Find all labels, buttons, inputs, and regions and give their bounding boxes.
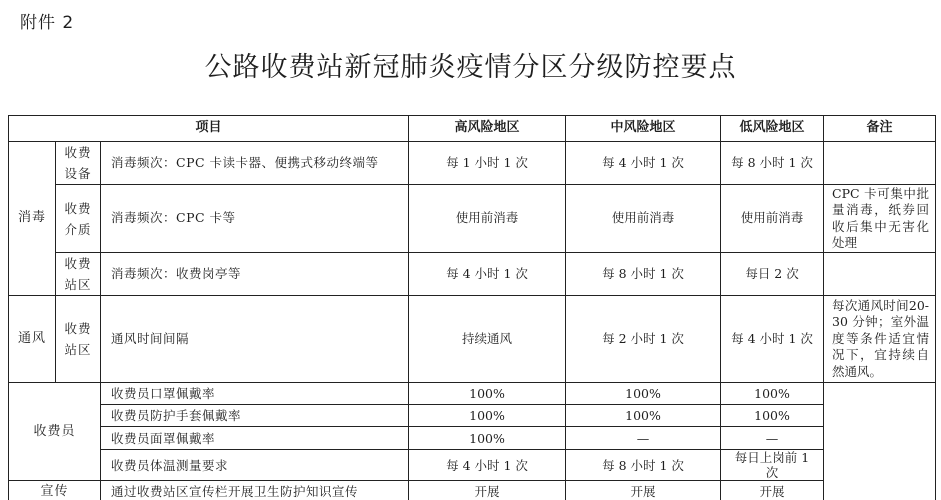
table-row <box>9 427 936 450</box>
low-risk-value: 使用前消毒 <box>721 185 824 253</box>
low-risk-value: 每 4 小时 1 次 <box>721 296 824 383</box>
table-header-row <box>9 116 936 142</box>
ventilation-item: 通风时间间隔 <box>101 296 409 383</box>
staff-category: 收费员 <box>9 383 101 481</box>
publicity-category: 宣传 <box>9 481 101 500</box>
staff-item: 收费员防护手套佩戴率 <box>101 405 409 427</box>
disinfection-item: 消毒频次：CPC 卡等 <box>101 185 409 253</box>
disinfection-sub-label: 收费站区 <box>56 253 101 296</box>
publicity-item: 通过收费站区宣传栏开展卫生防护知识宣传 <box>101 481 409 500</box>
remark-cell: CPC 卡可集中批量消毒，纸券回收后集中无害化处理 <box>824 185 936 253</box>
table-row <box>9 383 936 405</box>
ventilation-category: 通风 <box>9 296 56 383</box>
high-risk-value: 每 4 小时 1 次 <box>409 253 566 296</box>
low-risk-value: 100% <box>721 383 824 405</box>
prevention-table <box>8 115 936 500</box>
remark-cell-empty <box>824 383 936 500</box>
low-risk-value: — <box>721 427 824 450</box>
staff-item: 收费员面罩佩戴率 <box>101 427 409 450</box>
staff-item: 收费员体温测量要求 <box>101 450 409 481</box>
table-row <box>9 185 936 253</box>
high-risk-value: 100% <box>409 383 566 405</box>
header-medium-risk: 中风险地区 <box>566 116 721 142</box>
medium-risk-value: 开展 <box>566 481 721 500</box>
medium-risk-value: 每 2 小时 1 次 <box>566 296 721 383</box>
header-remark: 备注 <box>824 116 936 142</box>
disinfection-item: 消毒频次：CPC 卡读卡器、便携式移动终端等 <box>101 142 409 185</box>
table-row <box>9 405 936 427</box>
medium-risk-value: 100% <box>566 383 721 405</box>
medium-risk-value: 每 4 小时 1 次 <box>566 142 721 185</box>
high-risk-value: 每 4 小时 1 次 <box>409 450 566 481</box>
disinfection-sub-label: 收费设备 <box>56 142 101 185</box>
medium-risk-value: 每 8 小时 1 次 <box>566 450 721 481</box>
disinfection-item: 消毒频次：收费岗亭等 <box>101 253 409 296</box>
low-risk-value: 每日上岗前 1 次 <box>721 450 824 481</box>
low-risk-value: 每 8 小时 1 次 <box>721 142 824 185</box>
header-low-risk: 低风险地区 <box>721 116 824 142</box>
medium-risk-value: 使用前消毒 <box>566 185 721 253</box>
attachment-label: 附件 2 <box>20 13 75 33</box>
high-risk-value: 每 1 小时 1 次 <box>409 142 566 185</box>
disinfection-category: 消毒 <box>9 142 56 296</box>
remark-cell-empty <box>824 142 936 185</box>
table-row <box>9 296 936 383</box>
ventilation-sub-label: 收费站区 <box>56 296 101 383</box>
remark-cell-empty <box>824 253 936 296</box>
medium-risk-value: 100% <box>566 405 721 427</box>
high-risk-value: 100% <box>409 405 566 427</box>
high-risk-value: 持续通风 <box>409 296 566 383</box>
medium-risk-value: 每 8 小时 1 次 <box>566 253 721 296</box>
header-item: 项目 <box>9 116 409 142</box>
table-row <box>9 142 936 185</box>
table-row <box>9 253 936 296</box>
low-risk-value: 开展 <box>721 481 824 500</box>
remark-cell: 每次通风时间20-30 分钟；室外温度等条件适宜情况下，宜持续自然通风。 <box>824 296 936 383</box>
staff-item: 收费员口罩佩戴率 <box>101 383 409 405</box>
high-risk-value: 开展 <box>409 481 566 500</box>
low-risk-value: 100% <box>721 405 824 427</box>
low-risk-value: 每日 2 次 <box>721 253 824 296</box>
table-row <box>9 450 936 481</box>
document-title: 公路收费站新冠肺炎疫情分区分级防控要点 <box>204 52 737 83</box>
high-risk-value: 100% <box>409 427 566 450</box>
medium-risk-value: — <box>566 427 721 450</box>
header-high-risk: 高风险地区 <box>409 116 566 142</box>
table-row <box>9 481 936 500</box>
disinfection-sub-label: 收费介质 <box>56 185 101 253</box>
high-risk-value: 使用前消毒 <box>409 185 566 253</box>
